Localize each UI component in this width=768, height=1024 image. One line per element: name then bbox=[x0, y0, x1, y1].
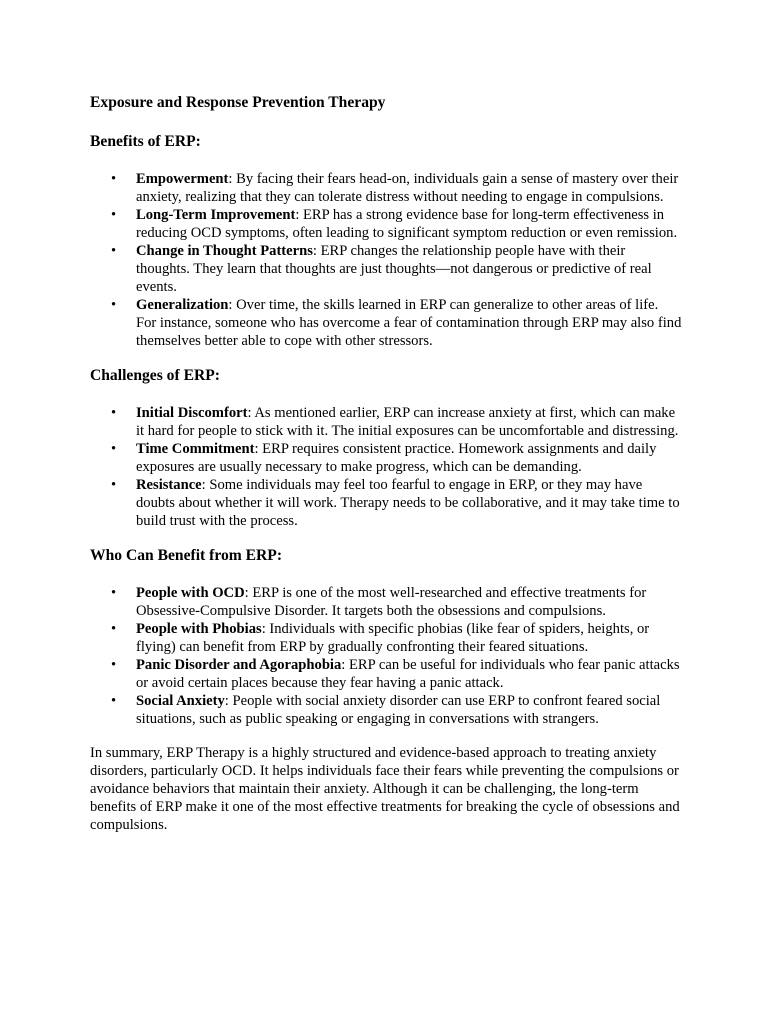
item-term: Change in Thought Patterns bbox=[136, 243, 313, 259]
bullet-icon: • bbox=[111, 621, 117, 637]
item-term: People with OCD bbox=[136, 585, 245, 601]
item-text: : People with social anxiety disorder can use ERP to confront feared social situations, such as public speaking or engaging in conversations with strangers. bbox=[136, 693, 661, 727]
item-text: : ERP is one of the most well-researched and effective treatments for Obsessive-Compulsive Disorder. It targets both the obsessions and compulsions. bbox=[136, 585, 647, 619]
list-item bbox=[90, 440, 682, 476]
item-term: Time Commitment bbox=[136, 441, 255, 457]
list-item bbox=[90, 620, 682, 656]
bullet-icon: • bbox=[111, 477, 117, 493]
item-text: : By facing their fears head-on, individuals gain a sense of mastery over their anxiety, realizing that they can tolerate distress without needing to engage in compulsions. bbox=[136, 171, 679, 205]
bullet-icon: • bbox=[111, 693, 117, 709]
item-text: : Over time, the skills learned in ERP can generalize to other areas of life. For instance, someone who has overcome a fear of contamination through ERP may also find themselves better able to cope with other stressors. bbox=[136, 297, 682, 349]
who-can-benefit-list bbox=[90, 584, 682, 728]
item-text: : ERP has a strong evidence base for long-term effectiveness in reducing OCD symptoms, often leading to significant symptom reduction or even remission. bbox=[136, 207, 678, 241]
document-title: Exposure and Response Prevention Therapy bbox=[90, 94, 386, 111]
list-item bbox=[90, 692, 682, 728]
list-item bbox=[90, 296, 682, 350]
list-item bbox=[90, 584, 682, 620]
item-term: Empowerment bbox=[136, 171, 229, 187]
challenges-list bbox=[90, 404, 682, 530]
item-term: People with Phobias bbox=[136, 621, 262, 637]
list-item bbox=[90, 206, 682, 242]
section-heading-benefits: Benefits of ERP: bbox=[90, 133, 201, 150]
bullet-icon: • bbox=[111, 585, 117, 601]
item-term: Panic Disorder and Agoraphobia bbox=[136, 657, 342, 673]
bullet-icon: • bbox=[111, 441, 117, 457]
list-item bbox=[90, 170, 682, 206]
item-term: Initial Discomfort bbox=[136, 405, 248, 421]
bullet-icon: • bbox=[111, 243, 117, 259]
item-text: : ERP changes the relationship people have with their thoughts. They learn that thoughts are just thoughts—not dangerous or predictive of real events. bbox=[136, 243, 652, 295]
benefits-list bbox=[90, 170, 682, 350]
section-heading-challenges: Challenges of ERP: bbox=[90, 367, 220, 384]
bullet-icon: • bbox=[111, 657, 117, 673]
item-text: : ERP requires consistent practice. Homework assignments and daily exposures are usually necessary to make progress, which can be demanding. bbox=[136, 441, 657, 475]
item-text: : ERP can be useful for individuals who fear panic attacks or avoid certain places because they fear having a panic attack. bbox=[136, 657, 680, 691]
list-item bbox=[90, 476, 682, 530]
item-term: Long-Term Improvement bbox=[136, 207, 296, 223]
item-term: Resistance bbox=[136, 477, 202, 493]
list-item bbox=[90, 656, 682, 692]
bullet-icon: • bbox=[111, 405, 117, 421]
section-heading-who-can-benefit: Who Can Benefit from ERP: bbox=[90, 547, 283, 564]
list-item bbox=[90, 242, 682, 296]
item-text: : Some individuals may feel too fearful to engage in ERP, or they may have doubts about whether it will work. Therapy needs to be collaborative, and it may take time to build trust with the process. bbox=[136, 477, 680, 529]
item-text: : As mentioned earlier, ERP can increase anxiety at first, which can make it hard for people to stick with it. The initial exposures can be uncomfortable and distressing. bbox=[136, 405, 679, 439]
bullet-icon: • bbox=[111, 207, 117, 223]
item-text: : Individuals with specific phobias (like fear of spiders, heights, or flying) can benefit from ERP by gradually confronting their feared situations. bbox=[136, 621, 650, 655]
summary-paragraph: In summary, ERP Therapy is a highly structured and evidence-based approach to treating anxiety disorders, particularly OCD. It helps individuals face their fears while preventing the compulsions or avoidance behaviors that maintain their anxiety. Although it can be challenging, the long-term benefits of ERP make it one of the most effective treatments for breaking the cycle of obsessions and compulsions. bbox=[90, 745, 680, 833]
bullet-icon: • bbox=[111, 297, 117, 313]
document-page bbox=[90, 93, 682, 834]
item-term: Social Anxiety bbox=[136, 693, 225, 709]
list-item bbox=[90, 404, 682, 440]
item-term: Generalization bbox=[136, 297, 229, 313]
bullet-icon: • bbox=[111, 171, 117, 187]
